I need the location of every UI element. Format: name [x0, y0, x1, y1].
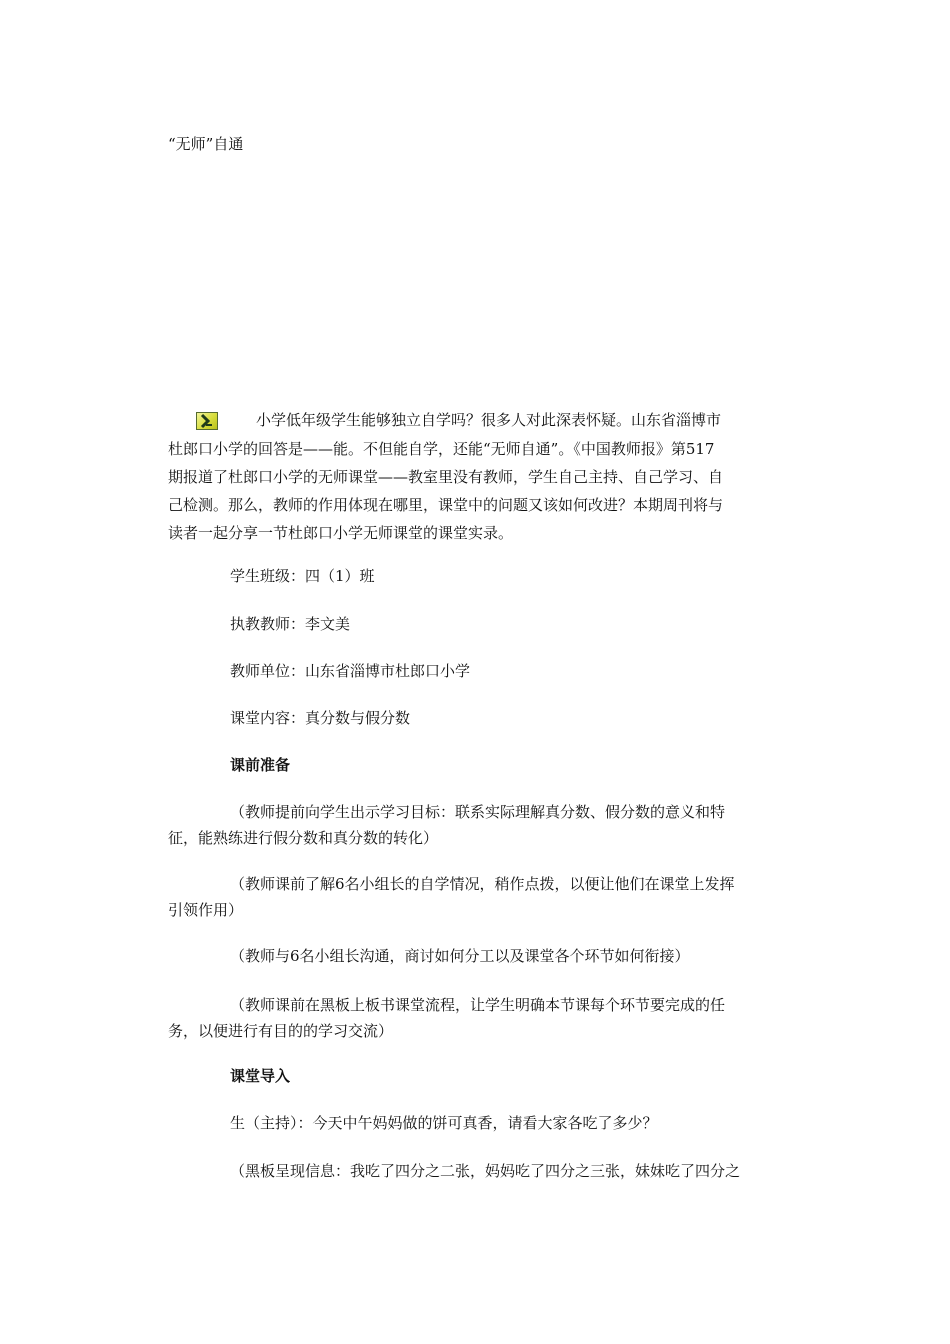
info-class: 学生班级：四（1）班	[230, 567, 375, 585]
prep-p4-line2: 务，以便进行有目的的学习交流）	[168, 1022, 394, 1040]
prep-p1-line2: 征，能熟练进行假分数和真分数的转化）	[168, 829, 439, 847]
prep-p3-line1: （教师与6名小组长沟通，商讨如何分工以及课堂各个环节如何衔接）	[230, 947, 690, 965]
info-unit: 教师单位：山东省淄博市杜郎口小学	[230, 662, 471, 680]
document-title: “无师”自通	[168, 135, 244, 153]
intro-line-3: 期报道了杜郎口小学的无师课堂——教室里没有教师，学生自己主持、自己学习、自	[168, 468, 724, 486]
intro-line-2: 杜郎口小学的回答是——能。不但能自学，还能“无师自通”。《中国教师报》第517	[168, 440, 715, 458]
section-heading-prep: 课前准备	[230, 756, 291, 774]
intro-dialogue-1: 生（主持）：今天中午妈妈做的饼可真香，请看大家各吃了多少？	[230, 1114, 658, 1132]
info-content: 课堂内容：真分数与假分数	[230, 709, 411, 727]
intro-line-1: 小学低年级学生能够独立自学吗？很多人对此深表怀疑。山东省淄博市	[256, 411, 722, 429]
intro-board-info: （黑板呈现信息：我吃了四分之二张，妈妈吃了四分之三张，妹妹吃了四分之	[230, 1162, 741, 1180]
info-teacher: 执教教师：李文美	[230, 615, 351, 633]
prep-p2-line1: （教师课前了解6名小组长的自学情况，稍作点拨，以便让他们在课堂上发挥	[230, 875, 735, 893]
arrow-note-icon	[196, 412, 218, 430]
section-heading-intro: 课堂导入	[230, 1067, 291, 1085]
prep-p1-line1: （教师提前向学生出示学习目标：联系实际理解真分数、假分数的意义和特	[230, 803, 726, 821]
prep-p4-line1: （教师课前在黑板上板书课堂流程，让学生明确本节课每个环节要完成的任	[230, 996, 726, 1014]
prep-p2-line2: 引领作用）	[168, 901, 244, 919]
intro-line-4: 己检测。那么，教师的作用体现在哪里，课堂中的问题又该如何改进？本期周刊将与	[168, 496, 724, 514]
intro-line-5: 读者一起分享一节杜郎口小学无师课堂的课堂实录。	[168, 524, 514, 542]
